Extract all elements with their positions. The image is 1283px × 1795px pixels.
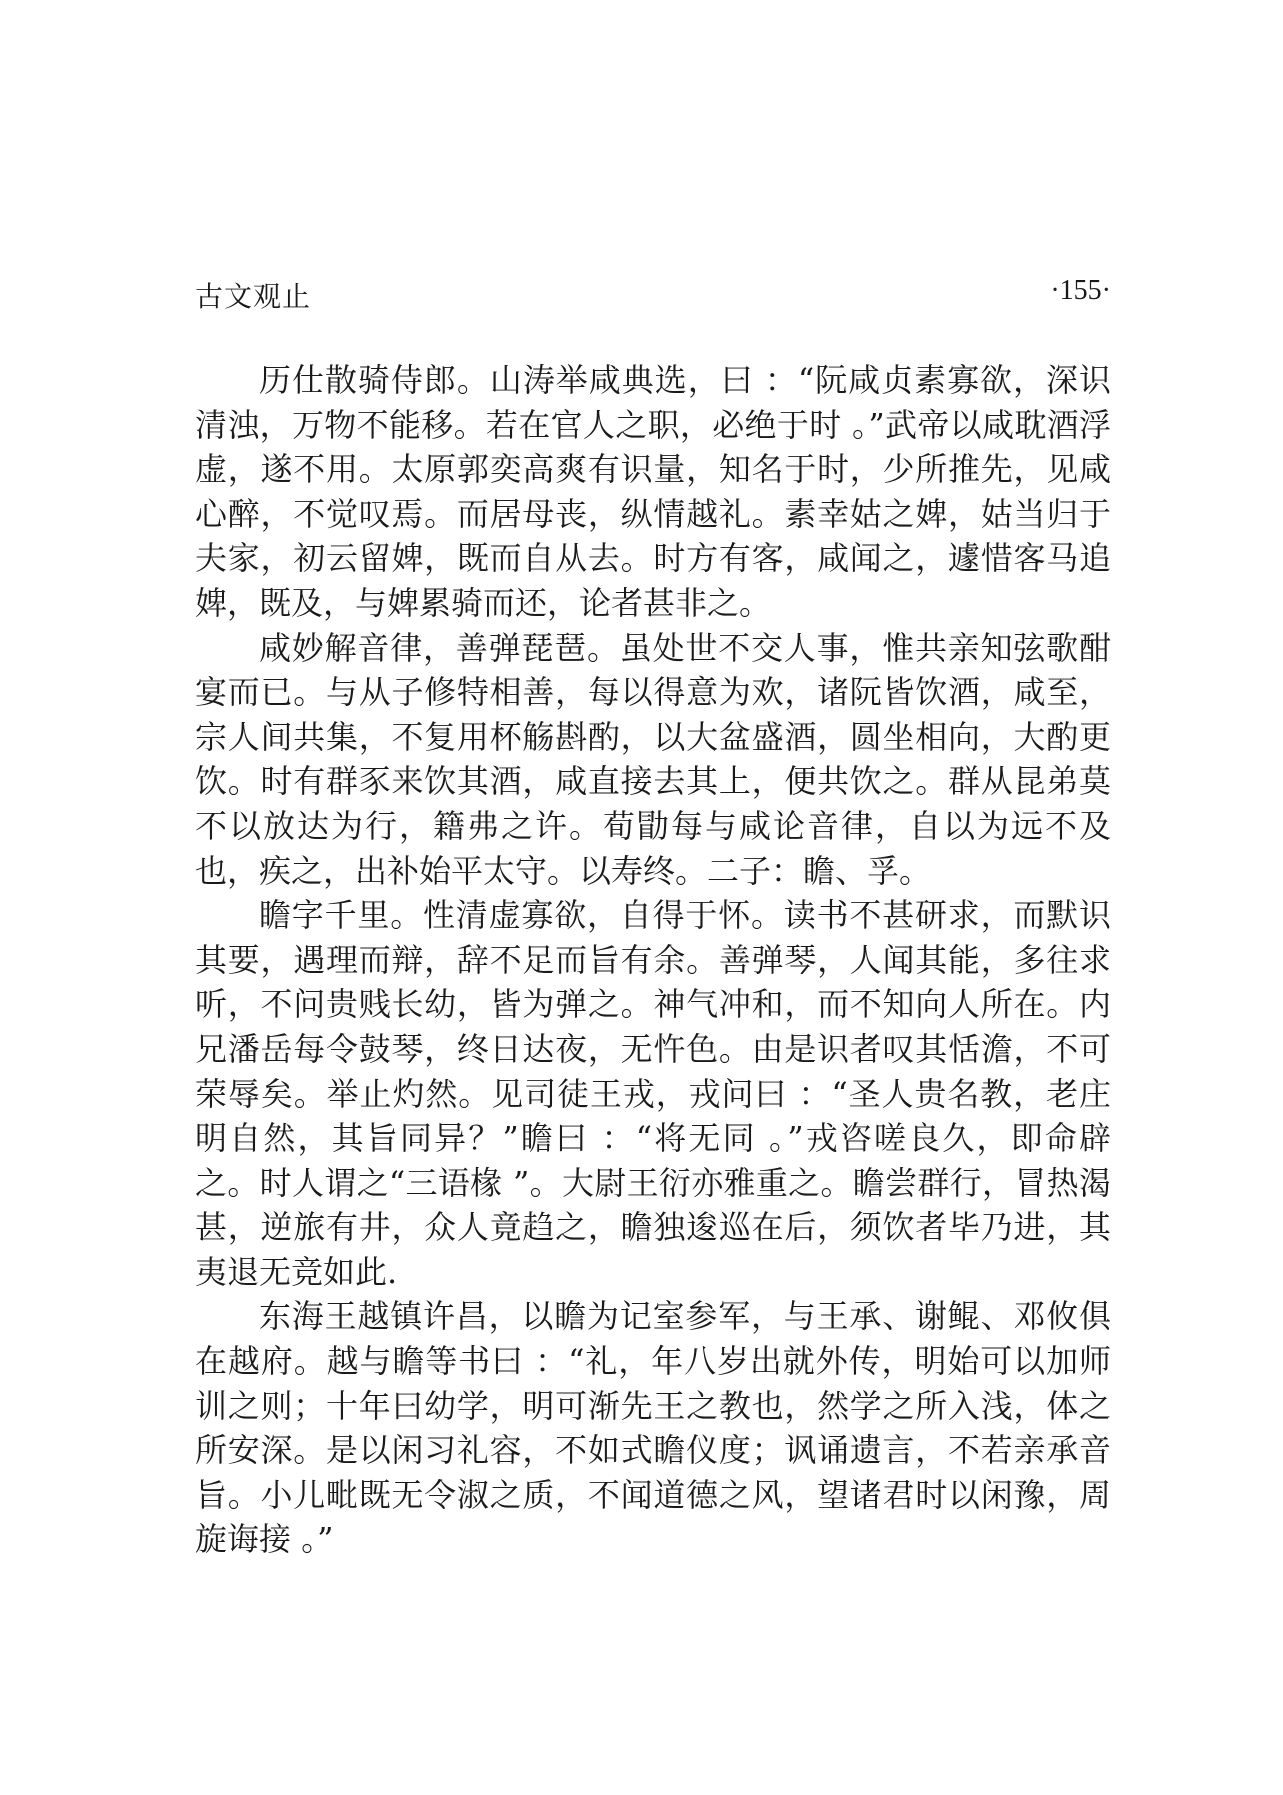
paragraph: 东海王越镇许昌，以瞻为记室参军，与王承、谢鲲、邓攸俱在越府。越与瞻等书曰 ：“礼，年八岁出就外传，明始可以加师训之则；十年曰幼学，明可渐先王之教也，然学之所入浅，体之所安深。是以闲习礼容，不如式瞻仪度；讽诵遗言，不若亲承音旨。小儿毗既无令淑之质，不闻道德之风，望诸君时以闲豫，周旋诲接 。” bbox=[195, 1297, 1111, 1559]
paragraph: 历仕散骑侍郎。山涛举咸典选，曰 ：“阮咸贞素寡欲，深识清浊，万物不能移。若在官人之职，必绝于时 。”武帝以咸耽酒浮虚，遂不用。太原郭奕高爽有识量，知名于时，少所推先，见咸心醉，不觉叹焉。而居母丧，纵情越礼。素幸姑之婢，姑当归于夫家，初云留婢，既而自从去。时方有客，咸闻之，遽惜客马追婢，既及，与婢累骑而还，论者甚非之。 bbox=[195, 361, 1111, 622]
body-text bbox=[195, 358, 1111, 1562]
paragraph: 瞻字千里。性清虚寡欲，自得于怀。读书不甚研求，而默识其要，遇理而辩，辞不足而旨有余。善弹琴，人闻其能，多往求听，不问贵贱长幼，皆为弹之。神气冲和，而不知向人所在。内兄潘岳每令鼓琴，终日达夜，无忤色。由是识者叹其恬澹，不可荣辱矣。举止灼然。见司徒王戎，戎问曰 ：“圣人贵名教，老庄明自然，其旨同异？”瞻曰 ：“将无同 。”戎咨嗟良久，即命辟之。时人谓之“三语椽 ”。大尉王衍亦雅重之。瞻尝群行，冒热渴甚，逆旅有井，众人竟趋之，瞻独逡巡在后，须饮者毕乃进，其夷退无竞如此. bbox=[195, 896, 1111, 1291]
book-title: 古文观止 bbox=[195, 280, 312, 313]
paragraph: 咸妙解音律，善弹琵琶。虽处世不交人事，惟共亲知弦歌酣宴而已。与从子修特相善，每以得意为欢，诸阮皆饮酒，咸至，宗人间共集，不复用杯觞斟酌，以大盆盛酒，圆坐相向，大酌更饮。时有群豕来饮其酒，咸直接去其上，便共饮之。群从昆弟莫不以放达为行，籍弗之许。荀勖每与咸论音律，自以为远不及也，疾之，出补始平太守。以寿终。二子：瞻、孚。 bbox=[195, 628, 1111, 890]
running-header bbox=[195, 275, 1111, 311]
page-number: ·155· bbox=[1050, 275, 1111, 306]
